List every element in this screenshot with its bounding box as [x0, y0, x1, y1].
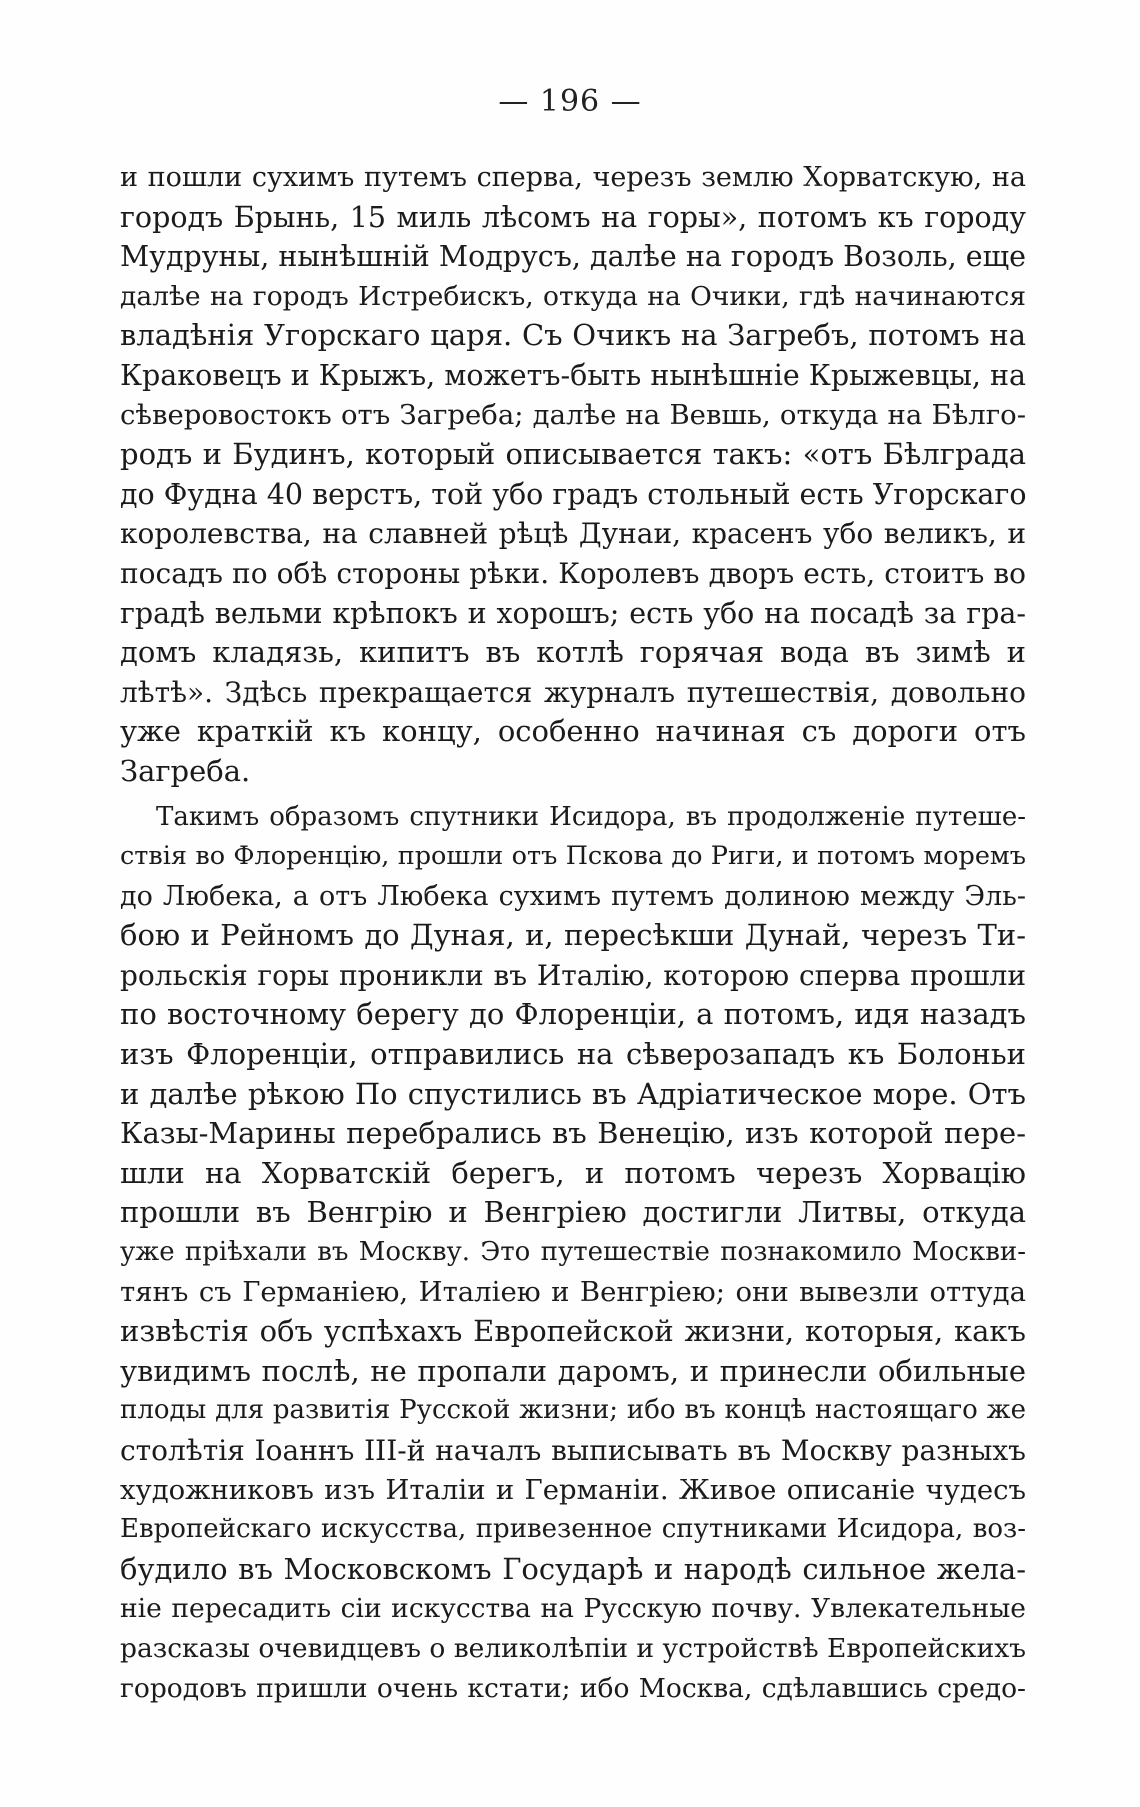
text-line: до Фудна 40 верстъ, той убо градъ стольный есть Угорскаго [120, 477, 1026, 511]
text-line: рольскія горы проникли въ Италію, которою сперва прошли [120, 958, 1026, 992]
text-line: разсказы очевидцевъ о великолѣпіи и устройствѣ Европейскихъ [120, 1632, 1026, 1664]
text-line: ствія во Флоренцію, прошли отъ Пскова до Риги, и потомъ моремъ [120, 841, 1026, 872]
text-line: королевства, на славней рѣцѣ Дунаи, красенъ убо великъ, и [120, 517, 1026, 551]
text-line: прошли въ Венгрію и Венгріею достигли Литвы, откуда [120, 1195, 1026, 1230]
text-line: по восточному берегу до Флоренціи, а потомъ, идя назадъ [120, 997, 1026, 1032]
text-line: ніе пересадить сіи искусства на Русскую почву. Увлекательные [120, 1593, 1026, 1625]
text-line: и далѣе рѣкою По спустились въ Адріатическое море. Отъ [120, 1076, 1026, 1111]
text-line: уже краткій къ концу, особенно начиная съ дороги отъ [120, 714, 1026, 749]
text-line: увидимъ послѣ, не пропали даромъ, и принесли обильные [120, 1353, 1026, 1388]
text-line: тянъ съ Германіею, Италіею и Венгріею; они вывезли оттуда [120, 1275, 1026, 1308]
text-line: родъ и Будинъ, который описывается такъ: «отъ Бѣлграда [120, 437, 1026, 472]
text-line: городъ Брынь, 15 миль лѣсомъ на горы», потомъ къ городу [120, 200, 1026, 234]
text-line: до Любека, а отъ Любека сухимъ путемъ долиною между Эль- [120, 880, 1026, 912]
text-line: Краковецъ и Крыжъ, можетъ-быть нынѣшніе Крыжевцы, на [120, 358, 1026, 392]
text-line: изъ Флоренціи, отправились на сѣверозападъ къ Болоньи [120, 1037, 1026, 1072]
text-line: Мудруны, нынѣшній Модрусъ, далѣе на городъ Возоль, еще [120, 240, 1026, 274]
text-line: городовъ пришли очень кстати; ибо Москва, сдѣлавшись средо- [120, 1672, 1026, 1704]
text-line: уже пріѣхали въ Москву. Это путешествіе познакомило Москви- [120, 1237, 1026, 1268]
text-line: шли на Хорватскій берегъ, и потомъ черезъ Хорвацію [120, 1155, 1026, 1190]
page-number: — 196 — [498, 84, 642, 119]
text-line: плоды для развитія Русской жизни; ибо въ концѣ настоящаго же [120, 1395, 1026, 1426]
text-line: бою и Рейномъ до Дуная, и, пересѣкши Дунай, черезъ Ти- [120, 918, 1026, 953]
text-line: посадъ по обѣ стороны рѣки. Королевъ дворъ есть, стоитъ во [120, 556, 1026, 590]
text-line: лѣтѣ». Здѣсь прекращается журналъ путешествія, довольно [120, 675, 1026, 709]
text-line: далѣе на городъ Истребискъ, откуда на Очики, гдѣ начинаются [120, 280, 1026, 312]
text-line: владѣнія Угорскаго царя. Съ Очикъ на Загребъ, потомъ на [120, 318, 1026, 353]
text-line: сѣверовостокъ отъ Загреба; далѣе на Вевшь, откуда на Бѣлго- [120, 398, 1026, 431]
text-line: домъ кладязь, кипитъ въ котлѣ горячая вода въ зимѣ и [120, 635, 1026, 670]
paragraph-2 [120, 798, 1026, 1709]
text-line: и пошли сухимъ путемъ сперва, черезъ землю Хорватскую, на [120, 162, 1026, 193]
text-line: Казы-Марины перебрались въ Венецію, изъ которой пере- [120, 1116, 1026, 1151]
text-line: будило въ Московскомъ Государѣ и народѣ сильное жела- [120, 1551, 1026, 1586]
text-line: Загреба. [120, 753, 251, 788]
paragraph-1 [120, 158, 1026, 792]
text-line: столѣтія Іоаннъ III-й началъ выписывать въ Москву разныхъ [120, 1434, 1026, 1467]
text-line: Такимъ образомъ спутники Исидора, въ продолженіе путеше- [156, 801, 1026, 832]
text-line: художниковъ изъ Италіи и Германіи. Живое описаніе чудесъ [120, 1473, 1026, 1506]
text-line: извѣстія объ успѣхахъ Европейской жизни, которыя, какъ [120, 1314, 1026, 1349]
text-line: градѣ вельми крѣпокъ и хорошъ; есть убо на посадѣ за гра- [120, 596, 1026, 630]
text-line: Европейскаго искусства, привезенное спутниками Исидора, воз- [120, 1514, 1026, 1545]
body-text [120, 158, 1026, 1708]
